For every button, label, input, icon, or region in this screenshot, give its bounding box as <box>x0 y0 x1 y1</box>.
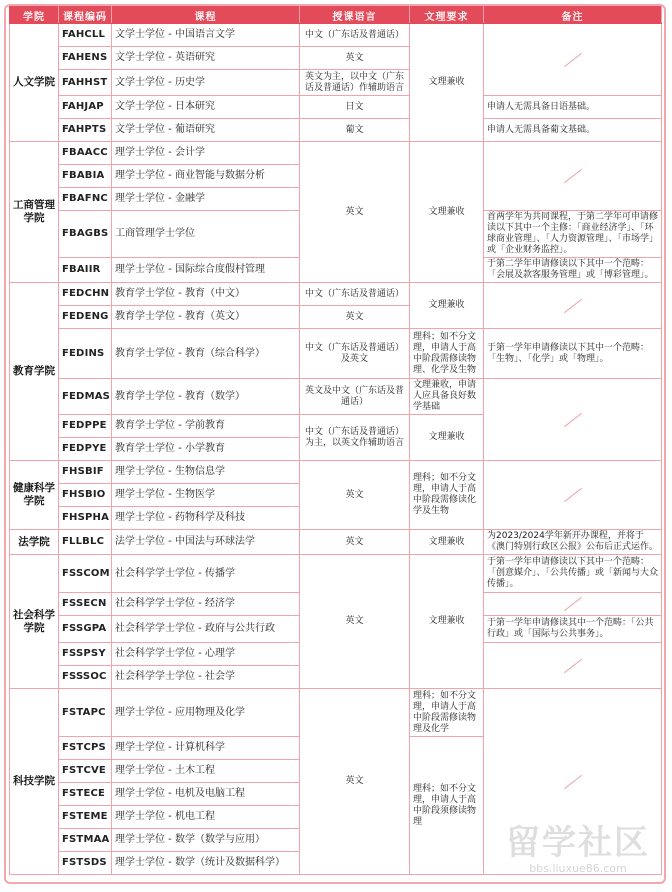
program-name: 理学士学位 - 生物医学 <box>112 484 300 507</box>
program-name: 文学士学位 - 英语研究 <box>112 47 300 70</box>
language-cell: 英文 <box>300 689 410 875</box>
program-name: 理学士学位 - 会计学 <box>112 142 300 165</box>
program-name: 社会科学学士学位 - 经济学 <box>112 593 300 616</box>
table-row <box>10 689 662 737</box>
course-code: FSTSDS <box>59 852 112 875</box>
remark-empty-slash <box>484 643 662 689</box>
course-code: FSTAPC <box>59 689 112 737</box>
program-name: 法学士学位 - 中国法与环球法学 <box>112 530 300 555</box>
program-name: 教育学士学位 - 教育（中文） <box>112 283 300 306</box>
course-code: FBABIA <box>59 165 112 188</box>
school-cell: 社会科学学院 <box>10 555 59 689</box>
program-name: 社会科学学士学位 - 政府与公共行政 <box>112 616 300 643</box>
remark-cell: 于第一学年申请修读其中一个范畴：「公共行政」或「国际与公共事务」。 <box>484 616 662 643</box>
language-cell: 中文（广东话及普通话） <box>300 24 410 47</box>
course-code: FEDINS <box>59 329 112 379</box>
header-language: 授课语言 <box>300 7 410 24</box>
watermark-logo-text: 留学社区 <box>506 823 650 863</box>
program-name: 理学士学位 - 药物科学及科技 <box>112 507 300 530</box>
course-code: FSSSOC <box>59 666 112 689</box>
remark-empty-slash <box>484 142 662 211</box>
program-name: 理学士学位 - 数学（数学与应用） <box>112 829 300 852</box>
course-code: FEDMAS <box>59 379 112 415</box>
program-table <box>9 6 662 875</box>
course-code: FEDPYE <box>59 438 112 461</box>
course-code: FSSGPA <box>59 616 112 643</box>
requirement-cell: 文理兼收 <box>410 24 484 142</box>
remark-cell: 为2023/2024学年新开办课程，并将于《澳门特别行政区公报》公布后正式运作。 <box>484 530 662 555</box>
table-row <box>10 283 662 306</box>
school-cell: 工商管理学院 <box>10 142 59 283</box>
program-name: 工商管理学士学位 <box>112 211 300 258</box>
remark-empty-slash <box>484 283 662 329</box>
course-code: FSSCOM <box>59 555 112 593</box>
requirement-cell: 文理兼收 <box>410 283 484 329</box>
course-code: FSSECN <box>59 593 112 616</box>
header-requirement: 文理要求 <box>410 7 484 24</box>
course-code: FSTMAA <box>59 829 112 852</box>
program-name: 理学士学位 - 数学（统计及数据科学） <box>112 852 300 875</box>
program-name: 理学士学位 - 电机及电脑工程 <box>112 783 300 806</box>
course-code: FSSPSY <box>59 643 112 666</box>
table-row <box>10 530 662 555</box>
program-name: 文学士学位 - 中国语言文学 <box>112 24 300 47</box>
program-name: 理学士学位 - 生物信息学 <box>112 461 300 484</box>
program-name: 理学士学位 - 机电工程 <box>112 806 300 829</box>
school-cell: 法学院 <box>10 530 59 555</box>
course-code: FEDCHN <box>59 283 112 306</box>
course-code: FAHCLL <box>59 24 112 47</box>
program-name: 文学士学位 - 日本研究 <box>112 96 300 119</box>
program-name: 社会科学学士学位 - 社会学 <box>112 666 300 689</box>
language-cell: 英文为主，以中文（广东话及普通话）作辅助语言 <box>300 70 410 96</box>
program-name: 教育学士学位 - 小学教育 <box>112 438 300 461</box>
table-row <box>10 555 662 593</box>
course-code: FSTEME <box>59 806 112 829</box>
course-code: FSTECE <box>59 783 112 806</box>
language-cell: 中文（广东话及普通话） <box>300 283 410 306</box>
program-name: 文学士学位 - 历史学 <box>112 70 300 96</box>
header-row <box>10 7 662 24</box>
language-cell: 英文 <box>300 530 410 555</box>
requirement-cell: 文理兼收 <box>410 555 484 689</box>
course-code: FBAIIR <box>59 258 112 283</box>
language-cell: 葡文 <box>300 119 410 142</box>
language-cell: 英文 <box>300 461 410 530</box>
remark-cell: 申请人无需具备葡文基础。 <box>484 119 662 142</box>
course-code: FBAFNC <box>59 188 112 211</box>
course-code: FAHJAP <box>59 96 112 119</box>
course-code: FEDENG <box>59 306 112 329</box>
language-cell: 英文 <box>300 142 410 283</box>
program-name: 文学士学位 - 葡语研究 <box>112 119 300 142</box>
course-code: FAHENS <box>59 47 112 70</box>
language-cell: 英文 <box>300 306 410 329</box>
program-name: 理学士学位 - 商业智能与数据分析 <box>112 165 300 188</box>
program-name: 理学士学位 - 计算机科学 <box>112 737 300 760</box>
program-name: 理学士学位 - 国际综合度假村管理 <box>112 258 300 283</box>
table-row <box>10 24 662 47</box>
course-code: FBAGBS <box>59 211 112 258</box>
remark-empty-slash <box>484 593 662 616</box>
course-code: FHSBIO <box>59 484 112 507</box>
requirement-cell: 文理兼收，申请人应具备良好数学基础 <box>410 379 484 415</box>
program-name: 社会科学学士学位 - 传播学 <box>112 555 300 593</box>
remark-empty-slash <box>484 379 662 461</box>
header-remarks: 备注 <box>484 7 662 24</box>
remark-cell: 于第一学年申请修读以下其中一个范畴：「生物」、「化学」或「物理」。 <box>484 329 662 379</box>
remark-cell: 首两学年为共同课程，于第二学年可申请修读以下其中一个主修：「商业经济学」、「环球商业管理」、「人力资源管理」、「市场学」或「企业财务监控」。 <box>484 211 662 258</box>
requirement-cell: 理科；如不分文理，申请人于高中阶段须修读物理 <box>410 737 484 875</box>
course-code: FLLBLC <box>59 530 112 555</box>
language-cell: 英文 <box>300 555 410 689</box>
remark-cell: 于第一学年申请修读以下其中一个范畴：「创意媒介」、「公共传播」或「新闻与大众传播」。 <box>484 555 662 593</box>
requirement-cell: 文理兼收 <box>410 530 484 555</box>
course-code: FAHPTS <box>59 119 112 142</box>
program-name: 理学士学位 - 应用物理及化学 <box>112 689 300 737</box>
requirement-cell: 文理兼收 <box>410 415 484 461</box>
course-code: FSTCVE <box>59 760 112 783</box>
school-cell: 人文学院 <box>10 24 59 142</box>
school-cell: 教育学院 <box>10 283 59 461</box>
program-name: 社会科学学士学位 - 心理学 <box>112 643 300 666</box>
site-watermark <box>498 824 658 884</box>
header-school: 学院 <box>10 7 59 24</box>
watermark-url: bbs.liuxue86.com <box>529 862 627 875</box>
header-code: 课程编码 <box>59 7 112 24</box>
program-name: 理学士学位 - 土木工程 <box>112 760 300 783</box>
school-cell: 健康科学学院 <box>10 461 59 530</box>
course-code: FHSBIF <box>59 461 112 484</box>
course-code: FSTCPS <box>59 737 112 760</box>
language-cell: 中文（广东话及普通话）为主，以英文作辅助语言 <box>300 415 410 461</box>
program-name: 教育学士学位 - 教育（综合科学） <box>112 329 300 379</box>
language-cell: 日文 <box>300 96 410 119</box>
language-cell: 中文（广东话及普通话）及英文 <box>300 329 410 379</box>
course-code: FEDPPE <box>59 415 112 438</box>
program-name: 教育学士学位 - 教育（数学） <box>112 379 300 415</box>
remark-cell: 于第二学年申请修读以下其中一个范畴：「会展及款客服务管理」或「博彩管理」。 <box>484 258 662 283</box>
program-name: 教育学士学位 - 教育（英文） <box>112 306 300 329</box>
table-row <box>10 142 662 165</box>
table-row <box>10 96 662 119</box>
school-cell: 科技学院 <box>10 689 59 875</box>
table-row <box>10 379 662 415</box>
course-code: FAHHST <box>59 70 112 96</box>
requirement-cell: 文理兼收 <box>410 142 484 283</box>
remark-empty-slash <box>484 461 662 530</box>
table-row <box>10 119 662 142</box>
program-name: 教育学士学位 - 学前教育 <box>112 415 300 438</box>
table-row <box>10 329 662 379</box>
language-cell: 英文及中文（广东话及普通话） <box>300 379 410 415</box>
course-code: FHSPHA <box>59 507 112 530</box>
program-name: 理学士学位 - 金融学 <box>112 188 300 211</box>
requirement-cell: 理科；如不分文理，申请人于高中阶段需修读物理及化学 <box>410 689 484 737</box>
table-row <box>10 461 662 484</box>
header-program: 课程 <box>112 7 300 24</box>
language-cell: 英文 <box>300 47 410 70</box>
course-code: FBAACC <box>59 142 112 165</box>
remark-cell: 申请人无需具备日语基础。 <box>484 96 662 119</box>
requirement-cell: 理科；如不分文理，申请人于高中阶段需修读物理、化学及生物 <box>410 329 484 379</box>
remark-empty-slash <box>484 24 662 96</box>
requirement-cell: 理科；如不分文理，申请人于高中阶段需修读化学及生物 <box>410 461 484 530</box>
